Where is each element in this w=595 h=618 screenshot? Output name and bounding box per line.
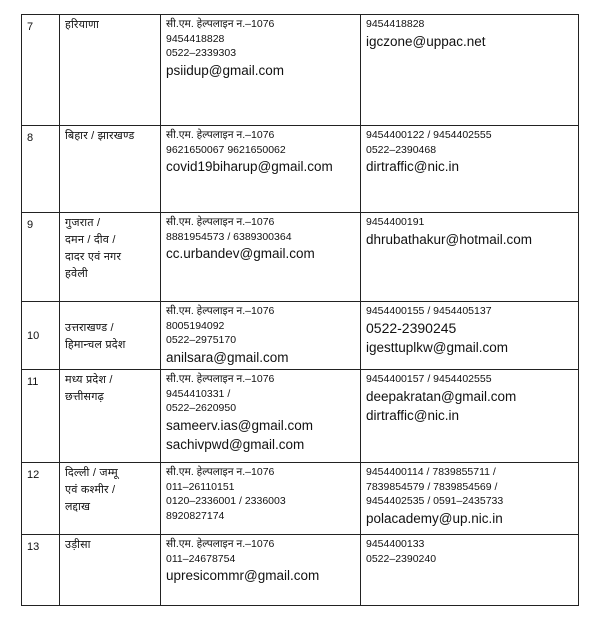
email-address: sameerv.ias@gmail.com [166, 417, 313, 433]
serial-number: 9 [22, 213, 60, 302]
email-address: cc.urbandev@gmail.com [166, 246, 315, 261]
helpline-contact [161, 15, 361, 126]
state-name [60, 463, 161, 535]
email-address: igczone@uppac.net [366, 33, 486, 49]
email-address: dirtraffic@nic.in [366, 159, 459, 174]
phone-line: 0522–2975170 [166, 334, 237, 346]
contacts-table [21, 14, 579, 606]
state-line: हिमान्चल प्रदेश [65, 338, 126, 351]
state-name [60, 213, 161, 302]
phone-line: 0522–2339303 [166, 47, 237, 59]
state-line: दिल्ली / जम्मू [65, 467, 118, 479]
official-contact [361, 126, 579, 213]
phone-line: 9454400114 / 7839855711 / [366, 466, 496, 478]
state-line: दादर एवं नगर [65, 251, 122, 263]
email-address: upresicommr@gmail.com [166, 568, 320, 583]
official-contact [361, 463, 579, 535]
phone-line: 9454400157 / 9454402555 [366, 373, 492, 385]
phone-line: 9454400133 [366, 538, 425, 550]
state-name [60, 370, 161, 463]
table-row [22, 370, 579, 463]
table-row [22, 535, 579, 606]
phone-line: सी.एम. हेल्पलाइन न.–1076 [166, 18, 275, 30]
phone-line: सी.एम. हेल्पलाइन न.–1076 [166, 373, 275, 385]
phone-line: 9454418828 [166, 32, 225, 45]
table-row [22, 126, 579, 213]
email-address: igesttuplkw@gmail.com [366, 339, 509, 355]
state-line: गुजरात / [65, 217, 101, 229]
phone-line: 9454400191 [366, 216, 425, 228]
phone-line: 8005194092 [166, 319, 225, 332]
email-address: covid19biharup@gmail.com [166, 159, 333, 174]
official-contact [361, 15, 579, 126]
phone-large: 0522-2390245 [366, 319, 457, 336]
email-address: deepakratan@gmail.com [366, 388, 517, 404]
official-contact [361, 370, 579, 463]
phone-line: 0120–2336001 / 2336003 [166, 495, 286, 507]
state-name [60, 15, 161, 126]
serial-number: 7 [22, 15, 60, 126]
email-address: polacademy@up.nic.in [366, 510, 503, 526]
table-row [22, 302, 579, 370]
phone-line: 0522–2390468 [366, 143, 437, 156]
phone-line: 8920827174 [166, 509, 225, 522]
helpline-contact [161, 463, 361, 535]
state-line: हवेली [65, 268, 88, 280]
phone-line: 7839854579 / 7839854569 / [366, 480, 498, 493]
state-line: उत्तराखण्ड / [65, 321, 114, 334]
helpline-contact [161, 302, 361, 370]
phone-line: 9454402535 / 0591–2435733 [366, 495, 504, 507]
serial-number: 13 [22, 535, 60, 606]
email-address: psiidup@gmail.com [166, 62, 284, 78]
serial-number: 11 [22, 370, 60, 463]
state-line: छत्तीसगढ़ [65, 391, 104, 403]
serial-number: 8 [22, 126, 60, 213]
phone-line: सी.एम. हेल्पलाइन न.–1076 [166, 129, 275, 141]
state-line: एवं कश्मीर / [65, 484, 116, 496]
phone-line: 9454400155 / 9454405137 [366, 305, 492, 317]
state-name [60, 535, 161, 606]
phone-line: सी.एम. हेल्पलाइन न.–1076 [166, 466, 275, 478]
phone-line: 8881954573 / 6389300364 [166, 230, 292, 243]
state-line: दमन / दीव / [65, 234, 116, 246]
email-address: dirtraffic@nic.in [366, 407, 459, 423]
table-row [22, 213, 579, 302]
phone-line: 011–26110151 [166, 480, 235, 493]
phone-line: 9621650067 9621650062 [166, 143, 286, 156]
phone-line: 9454400122 / 9454402555 [366, 129, 492, 141]
email-address: sachivpwd@gmail.com [166, 436, 305, 452]
phone-line: 011–24678754 [166, 552, 236, 565]
phone-line: 9454418828 [366, 18, 425, 30]
phone-line: सी.एम. हेल्पलाइन न.–1076 [166, 305, 275, 317]
official-contact [361, 302, 579, 370]
table-row [22, 463, 579, 535]
state-line: हरियाणा [65, 19, 100, 31]
phone-line: सी.एम. हेल्पलाइन न.–1076 [166, 538, 275, 550]
state-line: उड़ीसा [65, 539, 91, 551]
state-line: बिहार / झारखण्ड [65, 130, 135, 142]
email-address: anilsara@gmail.com [166, 349, 289, 365]
helpline-contact [161, 370, 361, 463]
phone-line: सी.एम. हेल्पलाइन न.–1076 [166, 216, 275, 228]
state-line: लद्दाख [65, 501, 91, 513]
helpline-contact [161, 213, 361, 302]
official-contact [361, 535, 579, 606]
table-row [22, 15, 579, 126]
phone-line: 0522–2620950 [166, 402, 237, 414]
state-line: मध्य प्रदेश / [65, 374, 113, 386]
state-name [60, 302, 161, 370]
official-contact [361, 213, 579, 302]
phone-line: 9454410331 / [166, 387, 231, 400]
helpline-contact [161, 535, 361, 606]
email-address: dhrubathakur@hotmail.com [366, 231, 533, 247]
helpline-contact [161, 126, 361, 213]
phone-line: 0522–2390240 [366, 552, 437, 565]
serial-number: 10 [22, 302, 60, 370]
serial-number: 12 [22, 463, 60, 535]
state-name [60, 126, 161, 213]
